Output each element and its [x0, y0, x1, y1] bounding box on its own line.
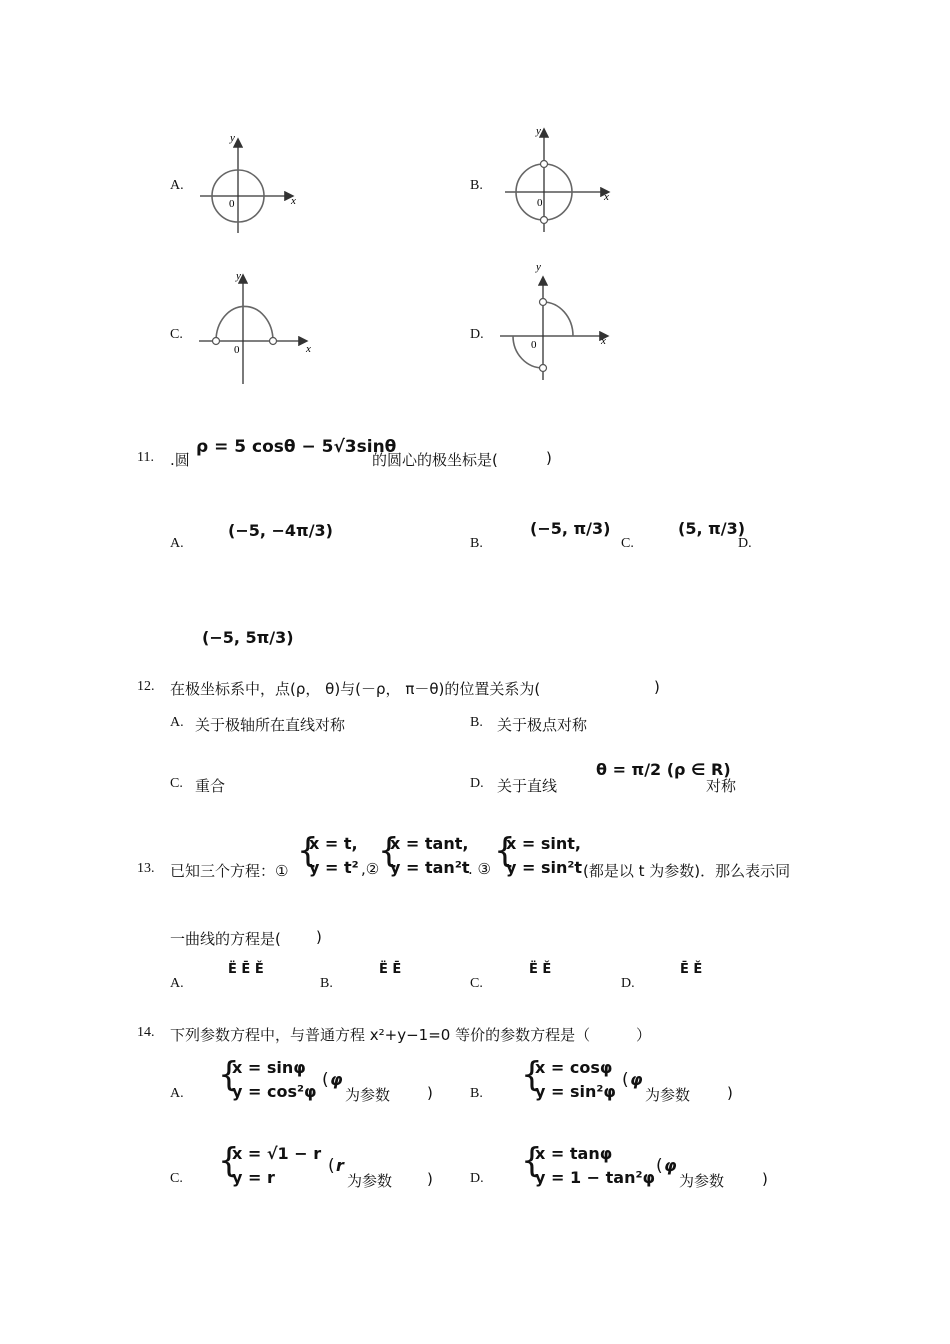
q14-option-b-y: y = sin²φ — [535, 1082, 616, 1101]
q14-option-a-param-text: 为参数 — [345, 1086, 391, 1104]
q13-stem-start: 已知三个方程：① — [170, 862, 289, 880]
q13-eq3-brace: { — [494, 831, 516, 871]
q13-eq3-y: y = sin²t — [506, 858, 583, 877]
q14-d-brace: { — [521, 1141, 543, 1181]
q13-option-c-letter: C. — [470, 976, 483, 991]
q10-option-d-graph — [495, 258, 615, 383]
q14-option-a-y: y = cos²φ — [232, 1082, 317, 1101]
q14-option-c-param-text: 为参数 — [347, 1172, 393, 1190]
q14-option-d-param-text: 为参数 — [679, 1172, 725, 1190]
q14-a-brace: { — [218, 1055, 240, 1095]
q11-option-d-value: (−5, 5π/3) — [202, 628, 294, 647]
q13-sep2: ,② — [361, 860, 380, 878]
q14-option-c-y: y = r — [232, 1168, 275, 1187]
q11-option-d-letter: D. — [738, 536, 752, 551]
q13-close: ) — [316, 928, 322, 946]
q13-eq1-x: x = t, — [309, 834, 358, 853]
q14-number: 14. — [137, 1025, 155, 1040]
q13-eq2-brace: { — [378, 831, 400, 871]
q13-stem-end: (都是以 t 为参数)．那么表示同 — [583, 862, 791, 880]
q12-option-d-after: 对称 — [706, 777, 737, 795]
q14-close: ） — [636, 1026, 652, 1044]
q10-d-origin: 0 — [531, 339, 537, 351]
q14-option-a-param: φ — [330, 1070, 343, 1089]
q10-option-b-letter: B. — [470, 178, 483, 193]
q13-eq3-x: x = sint, — [506, 834, 581, 853]
q13-option-d-glyphs: Ē Ě — [680, 962, 703, 977]
q13-sep3: . ③ — [468, 860, 491, 878]
q10-option-c-letter: C. — [170, 327, 183, 342]
q13-option-d-letter: D. — [621, 976, 635, 991]
q10-option-b-graph — [500, 122, 615, 237]
q10-b-x: x — [604, 191, 609, 203]
q14-option-d-param: φ — [664, 1156, 677, 1175]
q10-a-origin: 0 — [229, 198, 235, 210]
q12-option-a-letter: A. — [170, 715, 184, 730]
q14-option-b-param: φ — [630, 1070, 643, 1089]
q14-option-b-close: ) — [727, 1084, 733, 1102]
q13-eq1-y: y = t² — [309, 858, 359, 877]
q13-option-b-letter: B. — [320, 976, 333, 991]
q14-b-brace: { — [521, 1055, 543, 1095]
q12-option-c-letter: C. — [170, 776, 183, 791]
q13-line2: 一曲线的方程是( — [170, 930, 281, 948]
q13-eq2-y: y = tan²t — [390, 858, 470, 877]
q10-option-d-letter: D. — [470, 327, 484, 342]
q14-option-c-param: r — [336, 1156, 344, 1175]
q11-option-b-value: (−5, π/3) — [530, 519, 611, 538]
q13-eq2-x: x = tant, — [390, 834, 469, 853]
q10-a-y: y — [230, 132, 235, 144]
q13-option-b-glyphs: Ë Ē — [379, 962, 402, 977]
q10-c-origin: 0 — [234, 344, 240, 356]
q13-option-a-glyphs: Ë Ē Ě — [228, 962, 264, 977]
q11-prefix: .圆 — [170, 451, 190, 469]
q12-option-b-letter: B. — [470, 715, 483, 730]
q10-b-origin: 0 — [537, 197, 543, 209]
q11-option-a-letter: A. — [170, 536, 184, 551]
q10-option-c-graph — [196, 266, 321, 386]
q12-stem: 在极坐标系中，点(ρ， θ)与(－ρ， π－θ)的位置关系为( — [170, 680, 541, 698]
q12-option-b-text: 关于极点对称 — [497, 716, 588, 734]
q12-number: 12. — [137, 679, 155, 694]
q11-option-c-value: (5, π/3) — [678, 519, 746, 538]
q11-equation: ρ = 5 cosθ − 5√3sinθ — [196, 437, 397, 457]
q14-option-c-close: ) — [427, 1170, 433, 1188]
q13-option-a-letter: A. — [170, 976, 184, 991]
q11-option-c-letter: C. — [621, 536, 634, 551]
q10-a-x: x — [291, 195, 296, 207]
q14-option-d-letter: D. — [470, 1171, 484, 1186]
q11-suffix: 的圆心的极坐标是( — [372, 451, 498, 469]
q14-option-a-x: x = sinφ — [232, 1058, 306, 1077]
q14-option-d-x: x = tanφ — [535, 1144, 613, 1163]
q14-stem: 下列参数方程中，与普通方程 x²+y−1=0 等价的参数方程是（ — [170, 1026, 591, 1044]
q12-close: ) — [654, 678, 660, 696]
q12-option-c-text: 重合 — [195, 777, 226, 795]
q11-option-a-value: (−5, −4π/3) — [228, 521, 333, 540]
q10-d-x: x — [601, 335, 606, 347]
q10-c-x: x — [306, 343, 311, 355]
q12-option-d-letter: D. — [470, 776, 484, 791]
q14-option-b-param-text: 为参数 — [645, 1086, 691, 1104]
q10-option-a-graph — [195, 128, 305, 238]
q13-eq1-brace: { — [297, 831, 319, 871]
q13-number: 13. — [137, 861, 155, 876]
q12-option-d-math: θ = π/2 (ρ ∈ R) — [596, 760, 731, 779]
q13-option-c-glyphs: Ë Ě — [529, 962, 552, 977]
q14-option-d-close: ) — [762, 1170, 768, 1188]
q14-option-c-letter: C. — [170, 1171, 183, 1186]
q10-option-a-letter: A. — [170, 178, 184, 193]
q11-close: ) — [546, 449, 552, 467]
q14-option-c-x: x = √1 − r — [232, 1144, 322, 1163]
q14-option-b-x: x = cosφ — [535, 1058, 613, 1077]
q14-option-b-letter: B. — [470, 1086, 483, 1101]
q14-c-brace: { — [218, 1141, 240, 1181]
q10-c-y: y — [236, 270, 241, 282]
q11-number: 11. — [137, 450, 154, 465]
q10-d-y: y — [536, 261, 541, 273]
q12-option-d-text: 关于直线 — [497, 777, 558, 795]
q10-b-y: y — [536, 125, 541, 137]
q14-option-a-close: ) — [427, 1084, 433, 1102]
q12-option-a-text: 关于极轴所在直线对称 — [195, 716, 346, 734]
q14-option-a-letter: A. — [170, 1086, 184, 1101]
q14-option-d-y: y = 1 − tan²φ — [535, 1168, 656, 1187]
q11-option-b-letter: B. — [470, 536, 483, 551]
